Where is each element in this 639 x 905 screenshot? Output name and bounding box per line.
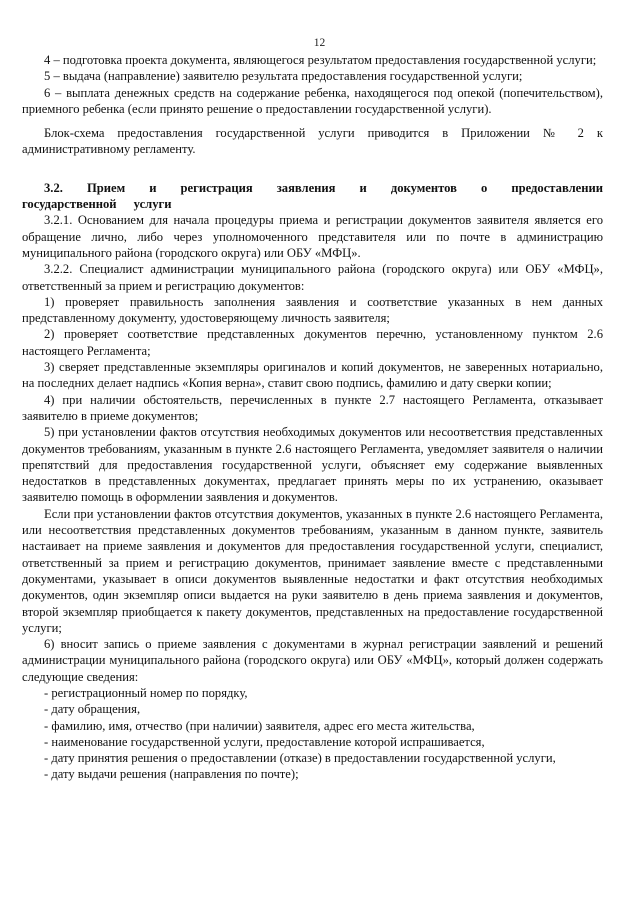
paragraph: 3.2.2. Специалист администрации муниципального района (городского округа) или ОБУ «МФЦ», ответственный за прием и регистрацию документов: xyxy=(22,262,603,293)
paragraph: 1) проверяет правильность заполнения заявления и соответствие указанных в нем данных представленному документу, удостоверяющему личность заявителя; xyxy=(22,294,603,326)
paragraph: Если при установлении фактов отсутствия документов, указанных в пункте 2.6 настоящего Регламента, или несоответствия представленных документов требованиям, указанным в данном пункте, заявитель настаивает на приеме заявления и документов для предоставления государственной услуги, специалист, ответственный за прием и регистрацию документов, принимает заявление вместе с представленными документами, указывает в описи документов выявленные недостатки и факт отсутствия необходимых документов, один экземпляр описи выдается на руки заявителю в день приема заявления и документов, второй экземпляр приобщается к пакету документов, представленных на предоставление государственной услуги; xyxy=(22,506,603,635)
page-number: 12 xyxy=(313,37,326,49)
list-item: - фамилию, имя, отчество (при наличии) заявителя, адрес его места жительства, xyxy=(44,718,475,733)
list-item: - дату принятия решения о предоставлении (отказе) в предоставлении государственной услуги, xyxy=(44,751,556,766)
list-item: - дату выдачи решения (направления по почте); xyxy=(44,767,299,782)
paragraph: 3) сверяет представленные экземпляры оригиналов и копий документов, не заверенных нотариально, на последних делает надпись «Копия верна», ставит свою подпись, фамилию и дату сверки копии; xyxy=(22,360,603,391)
paragraph: 2) проверяет соответствие представленных документов перечню, установленному пунктом 2.6 настоящего Регламента; xyxy=(22,327,603,358)
paragraph: 5) при установлении фактов отсутствия необходимых документов или несоответствия представленных документов требованиям, указанным в пункте 2.6 настоящего Регламента, уведомляет заявителя о наличии препятствий для предоставления государственной услуги, объясняет ему содержание выявленных недостатков в представленных документах, предлагает принять меры по их устранению, оказывает заявителю помощь в оформлении заявления и документов. xyxy=(22,425,603,505)
paragraph: 3.2.1. Основанием для начала процедуры приема и регистрации документов заявителя является его обращение лично, либо через уполномоченного представителя или по почте в администрацию муниципального района (городского округа) или ОБУ «МФЦ». xyxy=(22,213,603,260)
list-item: - наименование государственной услуги, предоставление которой испрашивается, xyxy=(44,734,485,749)
paragraph: 6 – выплата денежных средств на содержание ребенка, находящегося под опекой (попечительством), приемного ребенка (если принято решение о предоставлении государственной услуги). xyxy=(22,85,603,116)
list-item: - регистрационный номер по порядку, xyxy=(44,685,248,700)
document-body xyxy=(22,52,603,783)
paragraph: 4) при наличии обстоятельств, перечисленных в пункте 2.7 настоящего Регламента, отказывает заявителю в приеме документов; xyxy=(22,392,603,423)
paragraph: 4 – подготовка проекта документа, являющегося результатом предоставления государственной услуги; xyxy=(44,53,597,67)
list-item: - дату обращения, xyxy=(44,702,141,717)
paragraph: 5 – выдача (направление) заявителю результата предоставления государственной услуги; xyxy=(44,69,523,84)
paragraph: 6) вносит запись о приеме заявления с документами в журнал регистрации заявлений и решений администрации муниципального района (городского округа) или ОБУ «МФЦ», который должен содержать следующие сведения: xyxy=(22,637,603,684)
paragraph: Блок-схема предоставления государственной услуги приводится в Приложении № 2 к административному регламенту. xyxy=(22,126,603,157)
section-heading: 3.2. Прием и регистрация заявления и документов о предоставлении государственной услуги xyxy=(22,180,603,212)
